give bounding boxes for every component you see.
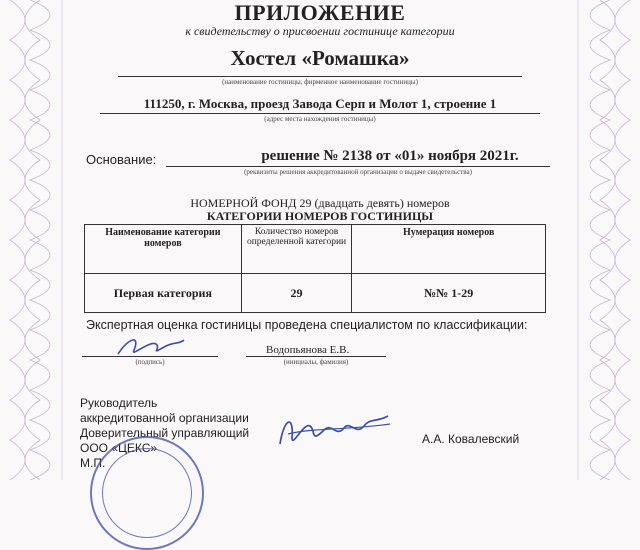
name-line [246, 356, 386, 357]
hotel-name-underline [118, 76, 522, 77]
guilloche-border-left [0, 0, 78, 480]
name-caption: (инициалы, фамилия) [283, 358, 349, 366]
guilloche-border-right [562, 0, 640, 480]
head-title: Руководитель аккредитованной организации Доверительный управляющий ООО «ЦЕКС» М.П. [80, 396, 250, 470]
table-header-row [85, 225, 546, 274]
table-cell: 29 [241, 274, 352, 313]
basis-label: Основание: [86, 152, 157, 167]
table-cell: Первая категория [85, 274, 242, 313]
director-name: А.А. Ковалевский [422, 432, 520, 446]
document-subtitle: к свидетельству о присвоении гостинице категории [185, 24, 455, 38]
table-header-cell: Наименование категории номеров [85, 225, 242, 274]
expert-statement: Экспертная оценка гостиницы проведена специалистом по классификации: [86, 318, 528, 332]
hotel-address: 111250, г. Москва, проезд Завода Серп и Молот 1, строение 1 [143, 96, 497, 111]
organization-stamp [90, 436, 204, 550]
hotel-name: Хостел «Ромашка» [230, 46, 410, 70]
address-underline [100, 113, 540, 114]
basis-caption: (реквизиты решения аккредитованной организации о выдаче свидетельства) [244, 168, 472, 176]
room-fund: НОМЕРНОЙ ФОНД 29 (двадцать девять) номеров [190, 196, 450, 210]
basis-value: решение № 2138 от «01» ноября 2021г. [261, 148, 519, 164]
table-header-cell: Нумерация номеров [352, 225, 546, 274]
categories-title: КАТЕГОРИИ НОМЕРОВ ГОСТИНИЦЫ [206, 209, 434, 223]
basis-underline [166, 166, 550, 167]
table-header-cell: Количество номеров определенной категории [241, 225, 352, 274]
signature-caption: (подпись) [135, 358, 165, 366]
table-cell: №№ 1-29 [352, 274, 546, 313]
document-title: ПРИЛОЖЕНИЕ [234, 0, 406, 25]
hotel-name-caption: (наименование гостиницы, фирменное наименование гостиницы) [222, 78, 418, 86]
document-sheet [70, 0, 570, 480]
table-row [85, 274, 546, 313]
expert-name: Водопьянова Е.В. [266, 344, 350, 356]
signature-line [82, 356, 218, 357]
room-categories-table [84, 224, 546, 313]
address-caption: (адрес места нахождения гостиницы) [264, 115, 376, 123]
director-signature [270, 408, 400, 454]
